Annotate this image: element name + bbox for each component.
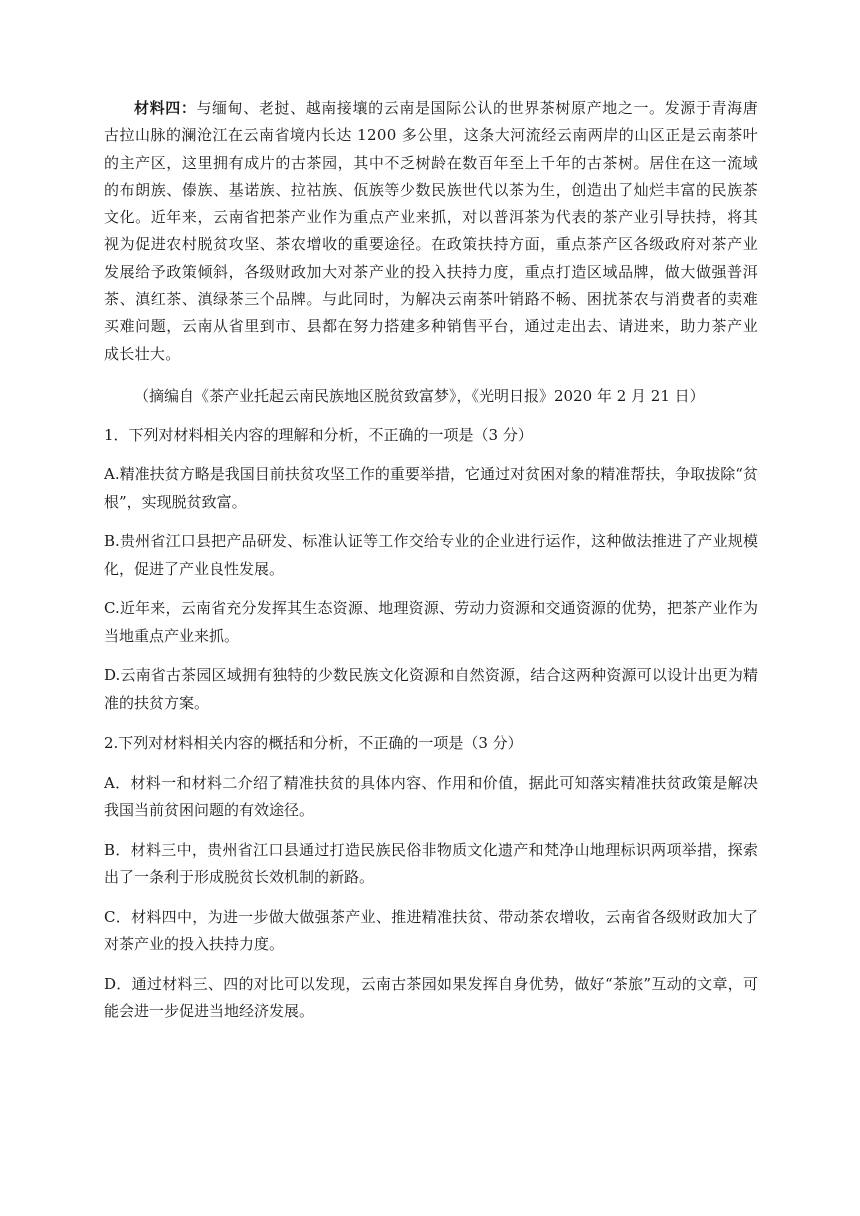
question-1-option-c: C.近年来，云南省充分发挥其生态资源、地理资源、劳动力资源和交通资源的优势，把茶产业作为当地重点产业来抓。 [104,599,758,645]
material-four-text: 与缅甸、老挝、越南接壤的云南是国际公认的世界茶树原产地之一。发源于青海唐古拉山脉的澜沧江在云南省境内长达 1200 多公里，这条大河流经云南两岸的山区正是云南茶叶的主产区，这里拥有成片的古茶园，其中不乏树龄在数百年至上千年的古茶树。居住在这一流域的布朗族、傣族、基诺族、拉祜族、佤族等少数民族世代以茶为生，创造出了灿烂丰富的民族茶文化。近年来，云南省把茶产业作为重点产业来抓，对以普洱茶为代表的茶产业引导扶持，将其视为促进农村脱贫攻坚、茶农增收的重要途径。在政策扶持方面，重点茶产区各级政府对茶产业发展给予政策倾斜，各级财政加大对茶产业的投入扶持力度，重点打造区域品牌，做大做强普洱茶、滇红茶、滇绿茶三个品牌。与此同时，为解决云南茶叶销路不畅、困扰茶农与消费者的卖难买难问题，云南从省里到市、县都在努力搭建多种销售平台，通过走出去、请进来，助力茶产业成长壮大。 [104,99,758,363]
question-1-option-a: A.精准扶贫方略是我国目前扶贫攻坚工作的重要举措，它通过对贫困对象的精准帮扶，争取拔除“贫根”，实现脱贫致富。 [104,465,758,511]
question-1-option-d: D.云南省古茶园区域拥有独特的少数民族文化资源和自然资源，结合这两种资源可以设计出更为精准的扶贫方案。 [104,666,758,712]
question-1-option-b: B.贵州省江口县把产品研发、标准认证等工作交给专业的企业进行运作，这种做法推进了产业规模化，促进了产业良性发展。 [104,532,758,578]
document-page [104,95,758,1026]
question-2-option-d: D．通过材料三、四的对比可以发现，云南古茶园如果发挥自身优势，做好“茶旅”互动的文章，可能会进一步促进当地经济发展。 [104,974,758,1021]
question-2-option-a: A．材料一和材料二介绍了精准扶贫的具体内容、作用和价值，据此可知落实精准扶贫政策是解决我国当前贫困问题的有效途径。 [104,773,758,820]
question-2-title: 2.下列对材料相关内容的概括和分析，不正确的一项是（3 分） [104,734,523,753]
material-four-lead: 材料四： [134,99,197,117]
question-2-option-b: B．材料三中，贵州省江口县通过打造民族民俗非物质文化遗产和梵净山地理标识两项举措，探索出了一条利于形成脱贫长效机制的新路。 [104,840,758,887]
source-citation: （摘编自《茶产业托起云南民族地区脱贫致富梦》，《光明日报》2020 年 2 月 21 日） [134,386,705,405]
question-1-title: 1．下列对材料相关内容的理解和分析，不正确的一项是（3 分） [104,425,533,444]
material-four-paragraph [104,95,758,368]
question-2-option-c: C．材料四中，为进一步做大做强茶产业、推进精准扶贫、带动茶农增收，云南省各级财政加大了对茶产业的投入扶持力度。 [104,907,758,954]
